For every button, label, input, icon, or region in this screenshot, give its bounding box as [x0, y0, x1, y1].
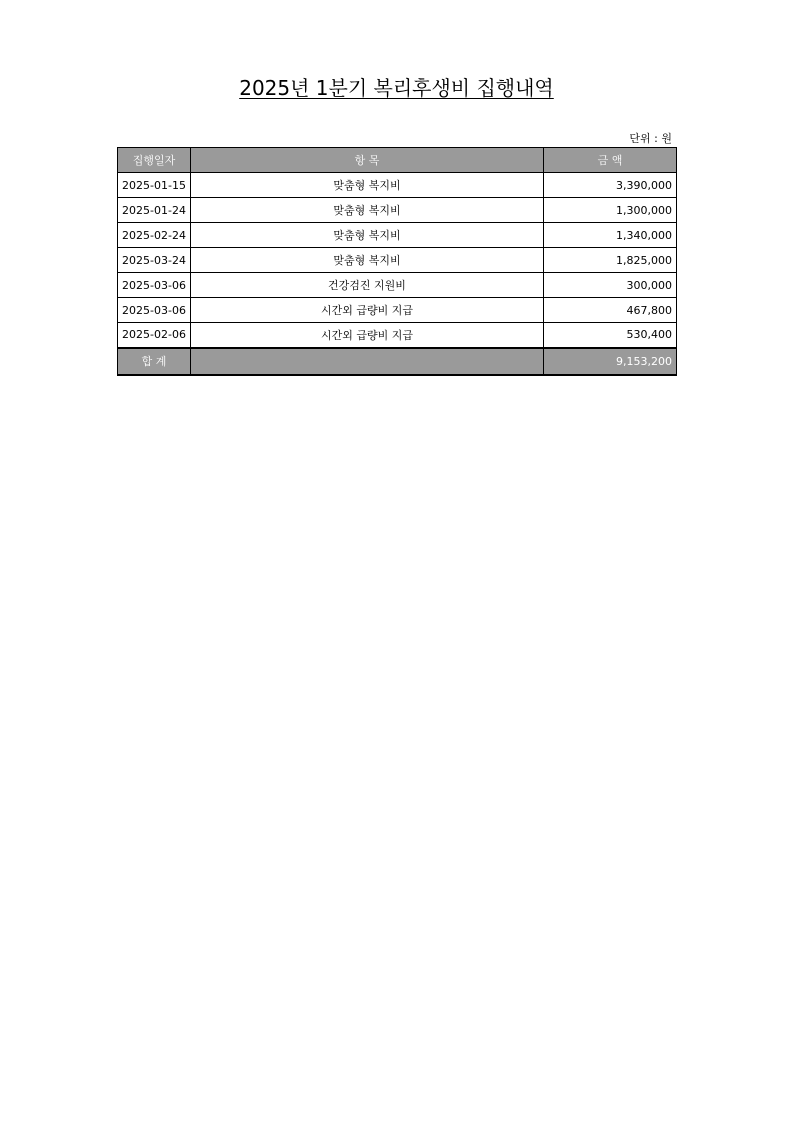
cell-item: 건강검진 지원비: [191, 273, 544, 298]
unit-label: 단위 : 원: [629, 132, 672, 145]
table-row: [118, 298, 677, 323]
expense-table: [117, 147, 677, 376]
cell-amount: 1,300,000: [544, 198, 677, 223]
table-row: [118, 248, 677, 273]
cell-item: 맞춤형 복지비: [191, 173, 544, 198]
cell-date: 2025-02-06: [118, 323, 191, 348]
cell-date: 2025-02-24: [118, 223, 191, 248]
total-empty-cell: [191, 348, 544, 375]
header-row: [118, 148, 677, 173]
table-row: [118, 323, 677, 348]
cell-amount: 467,800: [544, 298, 677, 323]
header-amount: 금 액: [544, 148, 677, 173]
cell-item: 맞춤형 복지비: [191, 223, 544, 248]
table-body: [118, 173, 677, 348]
table-row: [118, 173, 677, 198]
total-row: [118, 348, 677, 375]
table-row: [118, 273, 677, 298]
cell-item: 맞춤형 복지비: [191, 248, 544, 273]
table-row: [118, 198, 677, 223]
table-header: [118, 148, 677, 173]
cell-date: 2025-03-24: [118, 248, 191, 273]
cell-amount: 530,400: [544, 323, 677, 348]
table-row: [118, 223, 677, 248]
cell-item: 시간외 급량비 지급: [191, 298, 544, 323]
total-label: 합 계: [118, 348, 191, 375]
cell-item: 맞춤형 복지비: [191, 198, 544, 223]
header-date: 집행일자: [118, 148, 191, 173]
cell-amount: 1,340,000: [544, 223, 677, 248]
cell-date: 2025-03-06: [118, 298, 191, 323]
cell-date: 2025-03-06: [118, 273, 191, 298]
table-footer: [118, 348, 677, 375]
cell-amount: 1,825,000: [544, 248, 677, 273]
cell-amount: 3,390,000: [544, 173, 677, 198]
document-title-text: 2025년 1분기 복리후생비 집행내역: [239, 76, 554, 100]
document-title: [0, 74, 793, 102]
cell-item: 시간외 급량비 지급: [191, 323, 544, 348]
cell-date: 2025-01-24: [118, 198, 191, 223]
header-item: 항 목: [191, 148, 544, 173]
cell-amount: 300,000: [544, 273, 677, 298]
cell-date: 2025-01-15: [118, 173, 191, 198]
total-amount: 9,153,200: [544, 348, 677, 375]
